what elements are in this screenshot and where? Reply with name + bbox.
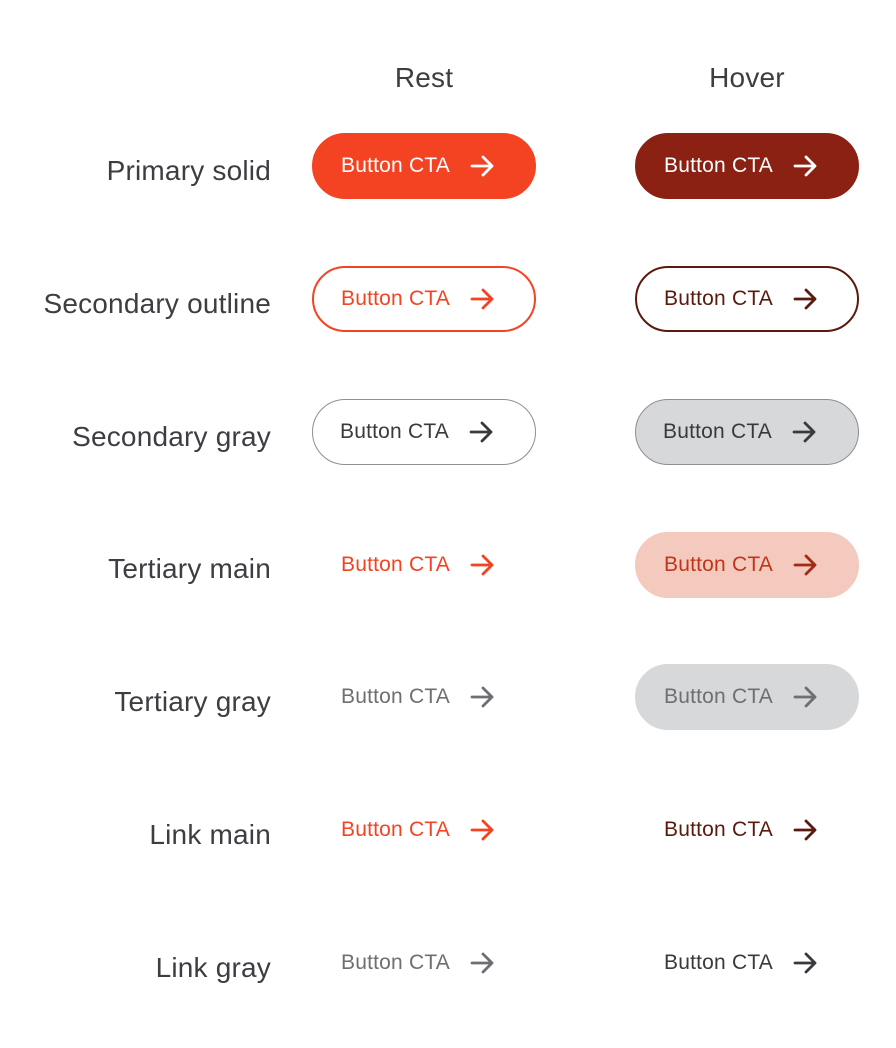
column-header-hover: Hover [709, 62, 785, 93]
link-main-rest-link[interactable] [312, 797, 536, 863]
arrow-right-icon [792, 421, 818, 443]
button-label: Button CTA [664, 287, 773, 310]
primary-solid-rest-button[interactable] [312, 133, 536, 199]
tertiary-main-hover-button[interactable] [635, 532, 859, 598]
arrow-right-icon [793, 554, 819, 576]
arrow-right-icon [793, 819, 819, 841]
button-label: Button CTA [341, 553, 450, 576]
link-gray-hover-link[interactable] [635, 930, 859, 996]
button-label: Button CTA [341, 287, 450, 310]
arrow-right-icon [470, 819, 496, 841]
button-label: Button CTA [664, 154, 773, 177]
arrow-right-icon [793, 288, 819, 310]
arrow-right-icon [793, 686, 819, 708]
button-label: Button CTA [664, 951, 773, 974]
row-label-primary-solid: Primary solid [106, 155, 271, 186]
button-label: Button CTA [341, 154, 450, 177]
link-main-hover-link[interactable] [635, 797, 859, 863]
tertiary-main-rest-button[interactable] [312, 532, 536, 598]
row-label-tertiary-main: Tertiary main [108, 553, 271, 584]
arrow-right-icon [470, 288, 496, 310]
secondary-gray-hover-button[interactable] [635, 399, 859, 465]
secondary-gray-rest-button[interactable] [312, 399, 536, 465]
primary-solid-hover-button[interactable] [635, 133, 859, 199]
tertiary-gray-hover-button[interactable] [635, 664, 859, 730]
arrow-right-icon [470, 952, 496, 974]
row-label-link-main: Link main [149, 819, 271, 850]
secondary-outline-hover-button[interactable] [635, 266, 859, 332]
button-label: Button CTA [663, 420, 772, 443]
arrow-right-icon [470, 155, 496, 177]
column-header-rest: Rest [394, 62, 454, 93]
arrow-right-icon [793, 155, 819, 177]
button-label: Button CTA [340, 420, 449, 443]
tertiary-gray-rest-button[interactable] [312, 664, 536, 730]
row-label-link-gray: Link gray [155, 952, 271, 983]
arrow-right-icon [793, 952, 819, 974]
arrow-right-icon [470, 686, 496, 708]
button-label: Button CTA [341, 951, 450, 974]
button-label: Button CTA [341, 818, 450, 841]
link-gray-rest-link[interactable] [312, 930, 536, 996]
button-label: Button CTA [664, 685, 773, 708]
row-label-secondary-outline: Secondary outline [43, 288, 271, 319]
arrow-right-icon [469, 421, 495, 443]
row-label-tertiary-gray: Tertiary gray [114, 686, 271, 717]
button-label: Button CTA [664, 818, 773, 841]
button-label: Button CTA [664, 553, 773, 576]
arrow-right-icon [470, 554, 496, 576]
row-label-secondary-gray: Secondary gray [72, 421, 271, 452]
button-label: Button CTA [341, 685, 450, 708]
secondary-outline-rest-button[interactable] [312, 266, 536, 332]
